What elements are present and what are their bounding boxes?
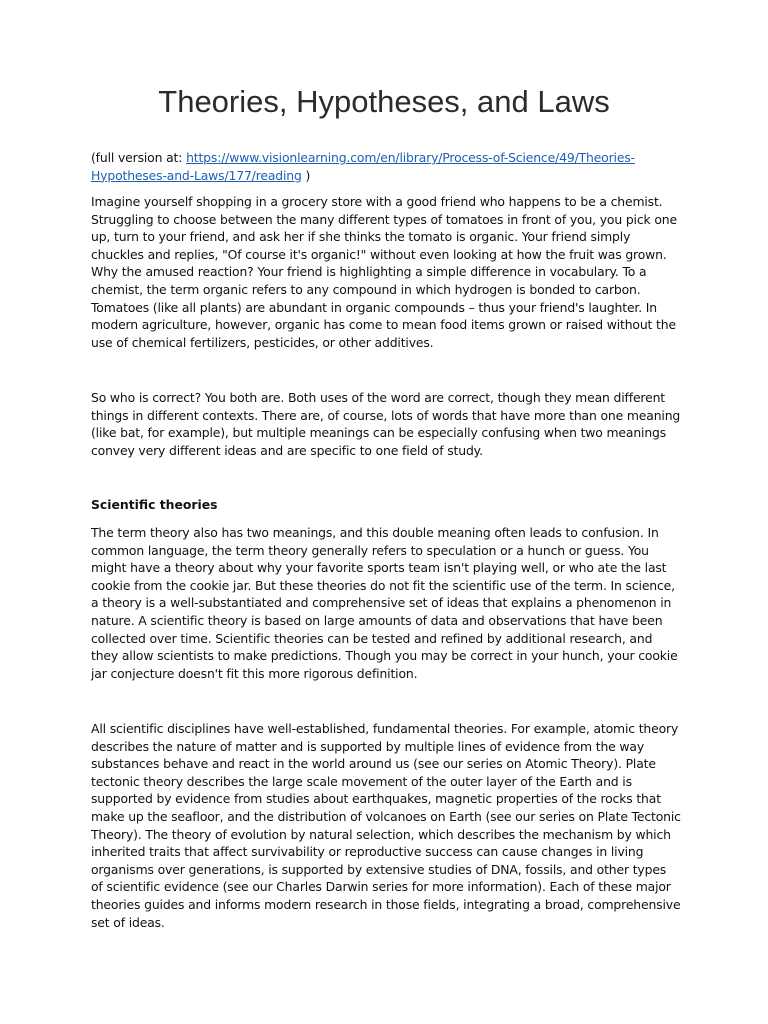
source-suffix: )	[301, 167, 311, 183]
paragraph-who-is-correct: So who is correct? You both are. Both uses of the word are correct, though they mean different things in different contexts. There are, of course, lots of words that have more than one meaning (like bat, for example), but multiple meanings can be especially confusing when two meanings convey very different ideas and are specific to one field of study.	[91, 390, 681, 458]
source-line	[91, 149, 681, 184]
paragraph-fundamental-theories: All scientific disciplines have well-established, fundamental theories. For example, atomic theory describes the nature of matter and is supported by multiple lines of evidence from the way substances behave and react in the world around us (see our series on Atomic Theory). Plate tectonic theory describes the large scale movement of the outer layer of the Earth and is supported by evidence from studies about earthquakes, magnetic properties of the rocks that make up the seafloor, and the distribution of volcanoes on Earth (see our series on Plate Tectonic Theory). The theory of evolution by natural selection, which describes the mechanism by which inherited traits that affect survivability or reproductive success can cause changes in living organisms over generations, is supported by extensive studies of DNA, fossils, and other types of scientific evidence (see our Charles Darwin series for more information). Each of these major theories guides and informs modern research in those fields, integrating a broad, comprehensive set of ideas.	[91, 721, 681, 930]
paragraph-theory-meanings: The term theory also has two meanings, and this double meaning often leads to confusion. In common language, the term theory generally refers to speculation or a hunch or guess. You might have a theory about why your favorite sports team isn't playing well, or who ate the last cookie from the cookie jar. But these theories do not fit the scientific use of the term. In science, a theory is a well-substantiated and comprehensive set of ideas that explains a phenomenon in nature. A scientific theory is based on large amounts of data and observations that have been collected over time. Scientific theories can be tested and refined by additional research, and they allow scientists to make predictions. Though you may be correct in your hunch, your cookie jar conjecture doesn't fit this more rigorous definition.	[91, 525, 678, 681]
document-title: Theories, Hypotheses, and Laws	[158, 84, 610, 119]
section-heading-scientific-theories: Scientific theories	[91, 497, 218, 512]
paragraph-organic: Imagine yourself shopping in a grocery store with a good friend who happens to be a chemist. Struggling to choose between the many different types of tomatoes in front of you, you pick one up, turn to your friend, and ask her if she thinks the tomato is organic. Your friend simply chuckles and replies, "Of course it's organic!" without even looking at how the fruit was grown. Why the amused reaction? Your friend is highlighting a simple difference in vocabulary. To a chemist, the term organic refers to any compound in which hydrogen is bonded to carbon. Tomatoes (like all plants) are abundant in organic compounds – thus your friend's laughter. In modern agriculture, however, organic has come to mean food items grown or raised without the use of chemical fertilizers, pesticides, or other additives.	[91, 194, 677, 350]
source-prefix: (full version at:	[91, 150, 187, 165]
source-link[interactable]: https://www.visionlearning.com/en/library/Process-of-Science/49/Theories-Hypotheses-and-Laws/177/reading	[91, 150, 635, 183]
